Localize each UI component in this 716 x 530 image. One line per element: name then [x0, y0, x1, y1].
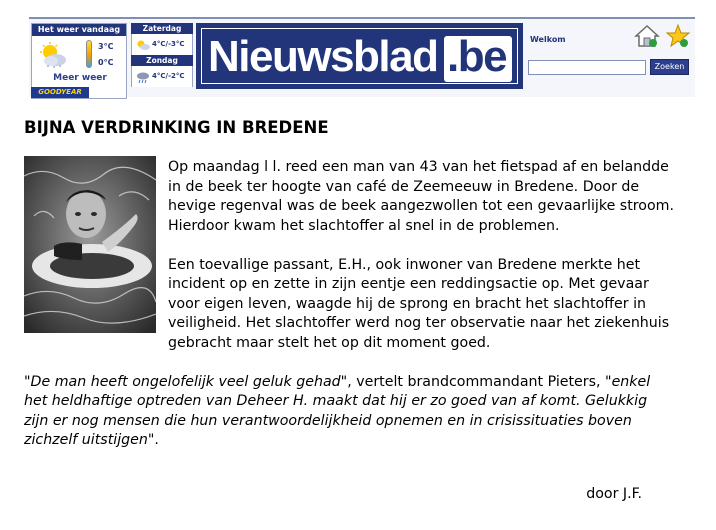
thermometer-icon — [86, 40, 92, 68]
weather-title: Het weer vandaag — [32, 24, 126, 36]
quote-part-2: , vertelt brandcommandant Pieters, " — [347, 373, 612, 390]
forecast-day-sunday: Zondag — [131, 55, 193, 66]
article-paragraph-1: Op maandag l l. reed een man van 43 van het fietspad af en belandde in de beek ter hoogte van café de Zeemeeuw in Bredene. Door de hevige regenval was de beek aangezwollen tot een gevaarlijke stroom. Hierdoor kwam het slachtoffer al snel in de problemen. — [168, 159, 674, 234]
article-paragraph-2: Een toevallige passant, E.H., ook inwoner van Bredene merkte het incident op en zette in zijn eentje een reddingsactie op. Met gevaar voor eigen leven, waagde hij de sprong en bracht het slachtoffer in veiligheid. Het slachtoffer werd nog ter observatie naar het ziekenhuis gebracht maar stelt het op dit moment goed. — [168, 256, 670, 351]
article-byline: door J.F. — [586, 486, 642, 502]
article-quote-paragraph — [24, 373, 674, 451]
logo-suffix-box — [444, 32, 512, 82]
forecast-day-saturday: Zaterdag — [131, 23, 193, 34]
logo-suffix-text: .be — [447, 32, 507, 81]
article-title: BIJNA VERDRINKING IN BREDENE — [24, 118, 329, 137]
quote-part-4: ". — [147, 432, 159, 448]
welcome-text: Welkom — [530, 35, 566, 44]
search-button[interactable]: Zoeken — [650, 59, 689, 75]
home-icon[interactable] — [634, 23, 660, 49]
partly-sunny-icon — [136, 39, 150, 51]
forecast-widget[interactable] — [131, 23, 193, 87]
goodyear-logo[interactable]: GOODYEAR — [31, 87, 89, 98]
nieuwsblad-logo[interactable] — [196, 23, 523, 89]
forecast-temp-saturday: 4°C/-3°C — [152, 40, 185, 48]
forecast-temp-sunday: 4°C/-2°C — [152, 72, 185, 80]
temp-low: 0°C — [98, 58, 114, 67]
sun-cloud-icon — [38, 42, 68, 68]
search-input[interactable] — [528, 60, 646, 75]
forecast-row-saturday — [131, 34, 193, 55]
temp-high: 3°C — [98, 42, 114, 51]
rain-cloud-icon — [136, 71, 150, 83]
star-icon[interactable] — [665, 23, 691, 49]
logo-frame — [201, 28, 518, 84]
forecast-row-sunday — [131, 66, 193, 87]
quote-part-3: enkel het heldhaftige optreden van Deheer H. maakt dat hij er zo goed van af komt. Gelukkig zijn er nog mensen die hun verantwoordelijkheid opnemen en in crisissituaties boven zichzelf uitstijgen — [24, 373, 651, 448]
more-weather-link[interactable]: Meer weer — [53, 73, 107, 83]
photo-spacer — [24, 158, 168, 339]
site-header — [29, 17, 695, 97]
logo-main-text: Nieuwsblad — [208, 32, 438, 81]
quote-part-1: "De man heeft ongelofelijk veel geluk gehad" — [24, 373, 348, 390]
article-body — [24, 158, 674, 470]
